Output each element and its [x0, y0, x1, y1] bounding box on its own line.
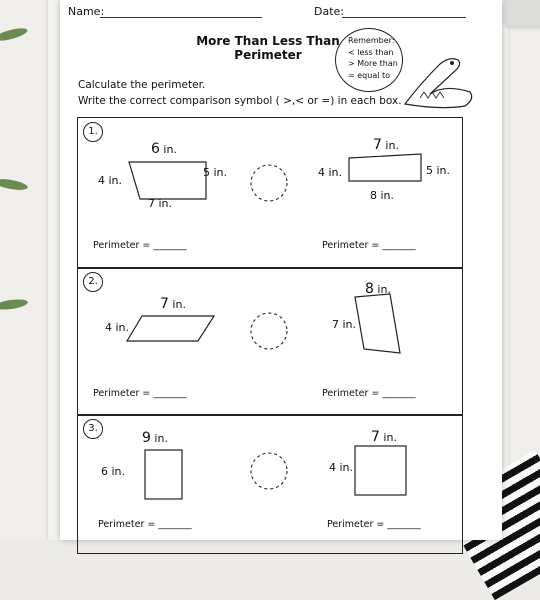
name-line[interactable]	[100, 17, 262, 18]
worksheet	[60, 0, 502, 540]
comparison-circle[interactable]	[250, 452, 290, 492]
dim-left: 4 in.	[329, 461, 354, 474]
date-line[interactable]	[342, 17, 466, 18]
dim-right: 5 in.	[426, 164, 451, 177]
dim-left: 4 in.	[98, 174, 123, 187]
reminder-bubble	[335, 28, 403, 92]
problem-number: 2.	[83, 272, 103, 292]
perimeter-right[interactable]: Perimeter = _______	[327, 519, 421, 530]
trapezoid-left	[128, 161, 208, 201]
quadrilateral-right	[352, 293, 402, 355]
dim-bottom: 8 in.	[370, 189, 395, 202]
comparison-circle[interactable]	[250, 312, 290, 352]
dim-top: 7 in.	[160, 296, 186, 312]
dim-left: 4 in.	[318, 166, 343, 179]
keyboard-corner	[504, 0, 540, 26]
trapezoid-right	[345, 153, 425, 183]
perimeter-left[interactable]: Perimeter = _______	[93, 388, 187, 399]
reminder-more: > More than	[348, 59, 398, 68]
reminder-equal: = equal to	[348, 70, 391, 80]
instruction-2: Write the correct comparison symbol ( >,< or =) in each box.	[78, 95, 402, 107]
problem-number: 1.	[83, 122, 103, 142]
dim-right: 5 in.	[203, 166, 228, 179]
dim-bottom: 7 in.	[148, 197, 173, 210]
comparison-circle[interactable]	[250, 164, 290, 204]
perimeter-left[interactable]: Perimeter = _______	[98, 519, 192, 530]
date-label: Date:	[314, 5, 344, 18]
perimeter-right[interactable]: Perimeter = _______	[322, 388, 416, 399]
problem-2-box	[77, 267, 463, 416]
dim-top: 8 in.	[365, 281, 391, 297]
name-label: Name:	[68, 5, 105, 18]
dim-top: 7 in.	[373, 137, 399, 153]
dim-top: 7 in.	[371, 429, 397, 445]
title-line-1: More Than Less Than	[196, 34, 340, 48]
dim-left: 7 in.	[332, 318, 357, 331]
square-right	[354, 445, 408, 499]
reminder-heading: Remember:	[348, 36, 395, 45]
dim-top: 6 in.	[151, 141, 177, 157]
title-line-2: Perimeter	[234, 48, 302, 62]
page-title	[193, 34, 343, 62]
problem-3-box	[77, 414, 463, 554]
instruction-1: Calculate the perimeter.	[78, 79, 206, 91]
reminder-less: < less than	[348, 47, 394, 57]
dim-left: 6 in.	[101, 465, 126, 478]
perimeter-right[interactable]: Perimeter = _______	[322, 240, 416, 251]
dim-left: 4 in.	[105, 321, 130, 334]
perimeter-left[interactable]: Perimeter = _______	[93, 240, 187, 251]
problem-number: 3.	[83, 419, 103, 439]
dim-top: 9 in.	[142, 430, 168, 446]
square-left	[144, 449, 184, 501]
crocodile-illustration	[400, 54, 480, 114]
parallelogram-left	[126, 315, 216, 345]
problem-1-box	[77, 117, 463, 269]
